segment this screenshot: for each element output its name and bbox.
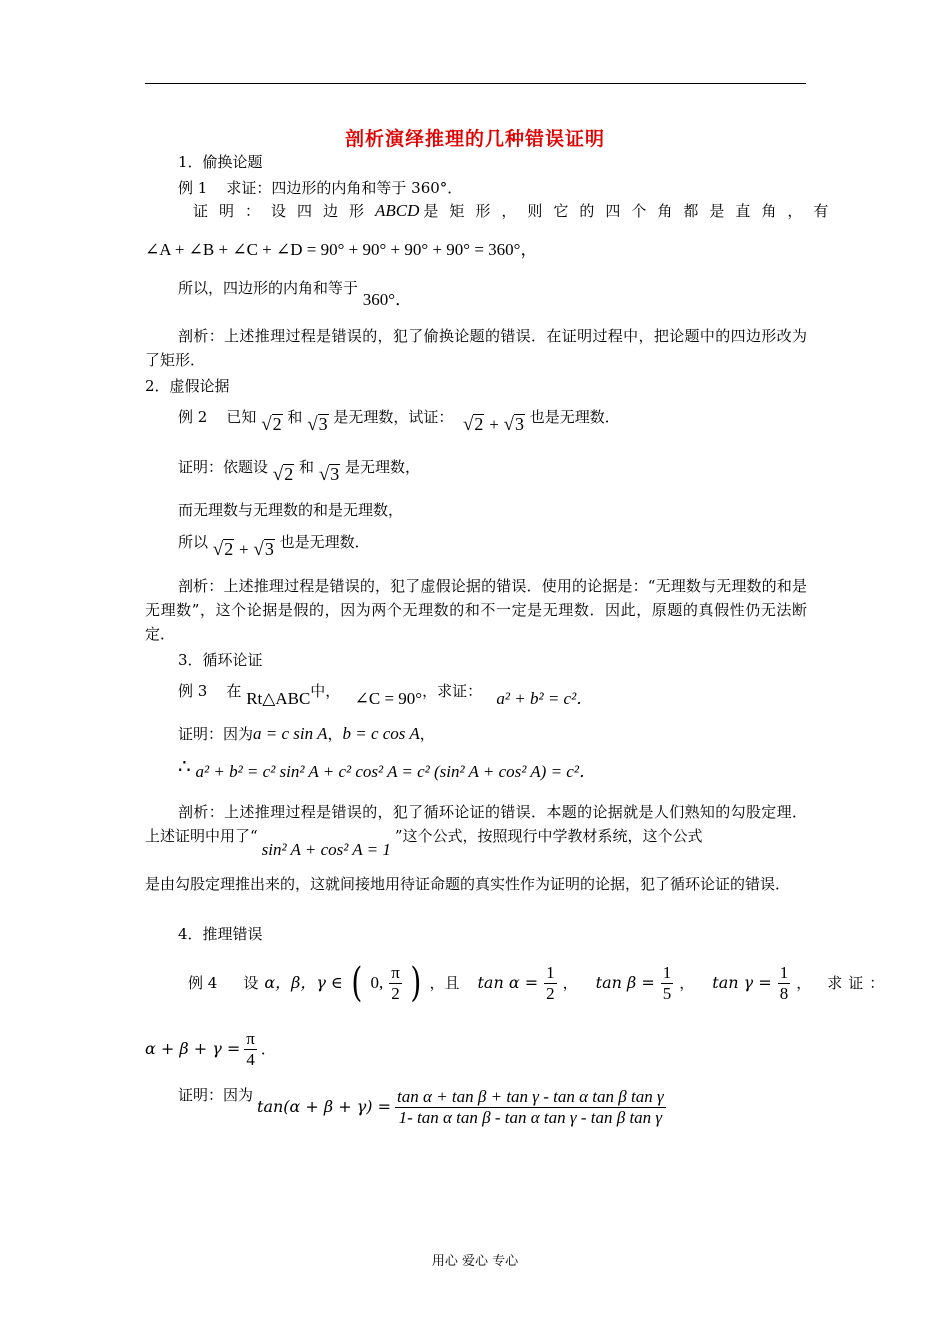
proof-1-start: 证明：设四边形 [193,202,376,220]
document-title: 剖析演绎推理的几种错误证明 [344,128,605,150]
tan-sum-lhs: tan(α + β + γ) = [257,1097,392,1116]
tan-sum-denominator: 1- tan α tan β - tan α tan γ - tan β tan γ [398,1107,663,1127]
proof-3-chain: a² + b² = c² sin² A + c² cos² A = c² (sin² A + cos² A) = c²． [195,762,596,781]
proof-2-line-2: 而无理数与无理数的和是无理数， [178,501,404,519]
example-2-label: 例 2 [178,408,208,426]
analysis-3-end: 是由勾股定理推出来的，这就间接地用待证命题的真实性作为证明的论据，犯了循环论证的错误． [145,875,791,893]
proof-2-and: 和 [299,458,315,476]
sqrt-2: √ 2 [272,464,294,485]
tan-sum-fraction [395,1087,666,1128]
page-footer: 用心 爱心 专心 [431,1254,519,1269]
proof-3-line-2 [178,754,596,782]
quadrilateral-abcd: ABCD [375,201,420,220]
a-equals-c-sin-a: a = c sin A [253,724,328,743]
proof-2-line-1 [178,452,421,485]
proof-2-conclusion: 也是无理数． [279,533,370,551]
example-4-prove: 求证： [827,974,891,992]
example-3-in: 在 [226,682,242,700]
one-fifth: $\frac{1}{5}$ [662,962,672,1003]
proof-2-so: 所以 [178,533,209,551]
proof-3-start: 证明：因为 [178,725,254,743]
interval-zero: 0, [370,973,384,992]
angle-c-right: ∠C = 90° [354,689,423,708]
example-1-label: 例 1 [178,179,208,197]
section-2-heading: 2．虚假论据 [145,377,230,395]
example-3 [178,676,593,706]
analysis-3-mid: ”这个公式，按照现行中学教材系统，这个公式 [394,827,703,845]
tan-gamma: tan γ = [712,973,772,992]
section-3-heading: 3．循环论证 [178,651,263,669]
trig-identity: sin² A + cos² A = 1 [261,840,391,859]
proof-2-line-3 [178,527,370,560]
angle-variables: α，β，γ ∈ [264,973,343,992]
example-3-prove: ，求证： [422,682,483,700]
proof-1-rest: 是矩形，则它的四个角都是直角，有 [423,202,840,220]
proof-4-start: 证明：因为 [178,1086,254,1104]
one-eighth: $\frac{1}{8}$ [779,962,789,1003]
tan-alpha: tan α = [477,973,539,992]
tan-sum-numerator: tan α + tan β + tan γ - tan α tan β tan γ [397,1086,664,1106]
example-3-label: 例 3 [178,682,208,700]
header-rule [145,83,806,84]
right-triangle-abc: Rt△ABC [246,689,311,708]
pi-over-four: $\frac{\pi}{4}$ [246,1028,255,1069]
comma: ， [327,725,343,743]
conclusion-1-value: 360°． [362,290,413,309]
sqrt-sum: √ 2 + √ 3 [462,414,525,435]
proof-4-line [178,1082,666,1132]
analysis-2: 剖析：上述推理过程是错误的，犯了虚假论据的错误．使用的论据是：“无理数与无理数的和是无理数”，这个论据是假的，因为两个无理数的和不一定是无理数．因此，原题的真假性仍无法断定． [145,577,807,643]
example-3-mid: 中， [310,682,341,700]
proof-3-line-1 [178,724,435,744]
example-2-irrational: 是无理数，试证： [333,408,454,426]
example-1-text: 求证：四边形的内角和等于 360°． [226,179,463,197]
left-paren: ( [351,960,363,1006]
example-1 [178,178,462,198]
therefore-symbol: ∴ [178,754,191,778]
angle-sum: α + β + γ = [145,1039,241,1058]
example-4-and: ，且 [429,974,460,992]
period: ． [260,1040,276,1058]
tan-beta: tan β = [595,973,655,992]
proof-2-start: 证明：依题设 [178,458,269,476]
b-equals-c-cos-a: b = c cos A [342,724,420,743]
angle-sum-equation: ∠A + ∠B + ∠C + ∠D = 90° + 90° + 90° + 90° = 360°， [145,240,538,259]
example-2-goal: 也是无理数． [529,408,620,426]
example-2-and: 和 [287,408,303,426]
section-4-heading: 4．推理错误 [178,925,263,943]
analysis-3 [145,800,807,859]
proof-1-line [193,201,839,221]
analysis-3-start: 剖析：上述推理过程是错误的，犯了循环论证的错误．本题的论据就是人们熟知的勾股定理．上述证明中用了“ [145,803,807,845]
comma: ， [419,725,435,743]
analysis-1: 剖析：上述推理过程是错误的，犯了偷换论题的错误．在证明过程中，把论题中的四边形改为了矩形． [145,327,807,369]
sqrt-3: √ 3 [307,414,328,435]
example-4-let: 设 [243,974,259,992]
section-1-heading: 1．偷换论题 [178,153,263,171]
pi-over-two: $\frac{\pi}{2}$ [391,962,400,1003]
pythagorean-goal: a² + b² = c²． [496,689,594,708]
conclusion-1 [178,278,413,309]
sqrt-2: √ 2 [261,414,282,435]
example-4-goal [145,1024,276,1074]
example-2 [178,402,620,435]
example-2-given: 已知 [226,408,257,426]
conclusion-1-text: 所以，四边形的内角和等于 [178,279,359,297]
sqrt-3: √ 3 [318,464,340,485]
right-paren: ) [410,960,422,1006]
proof-2-rest: 是无理数， [345,458,421,476]
sqrt-sum: √ 2 + √ 3 [212,539,274,560]
example-4: 例 4 设 α，β，γ ∈ ( 0, $\frac{\pi}{2}$ ) ，且 tan α = $\frac{1}{2}$ ， tan β = $\frac{1}{5}$ ， tan γ = $\frac{1}{8}$ ， 求证： [188,960,891,1006]
one-half: $\frac{1}{2}$ [546,962,555,1003]
example-4-label: 例 4 [188,974,218,992]
